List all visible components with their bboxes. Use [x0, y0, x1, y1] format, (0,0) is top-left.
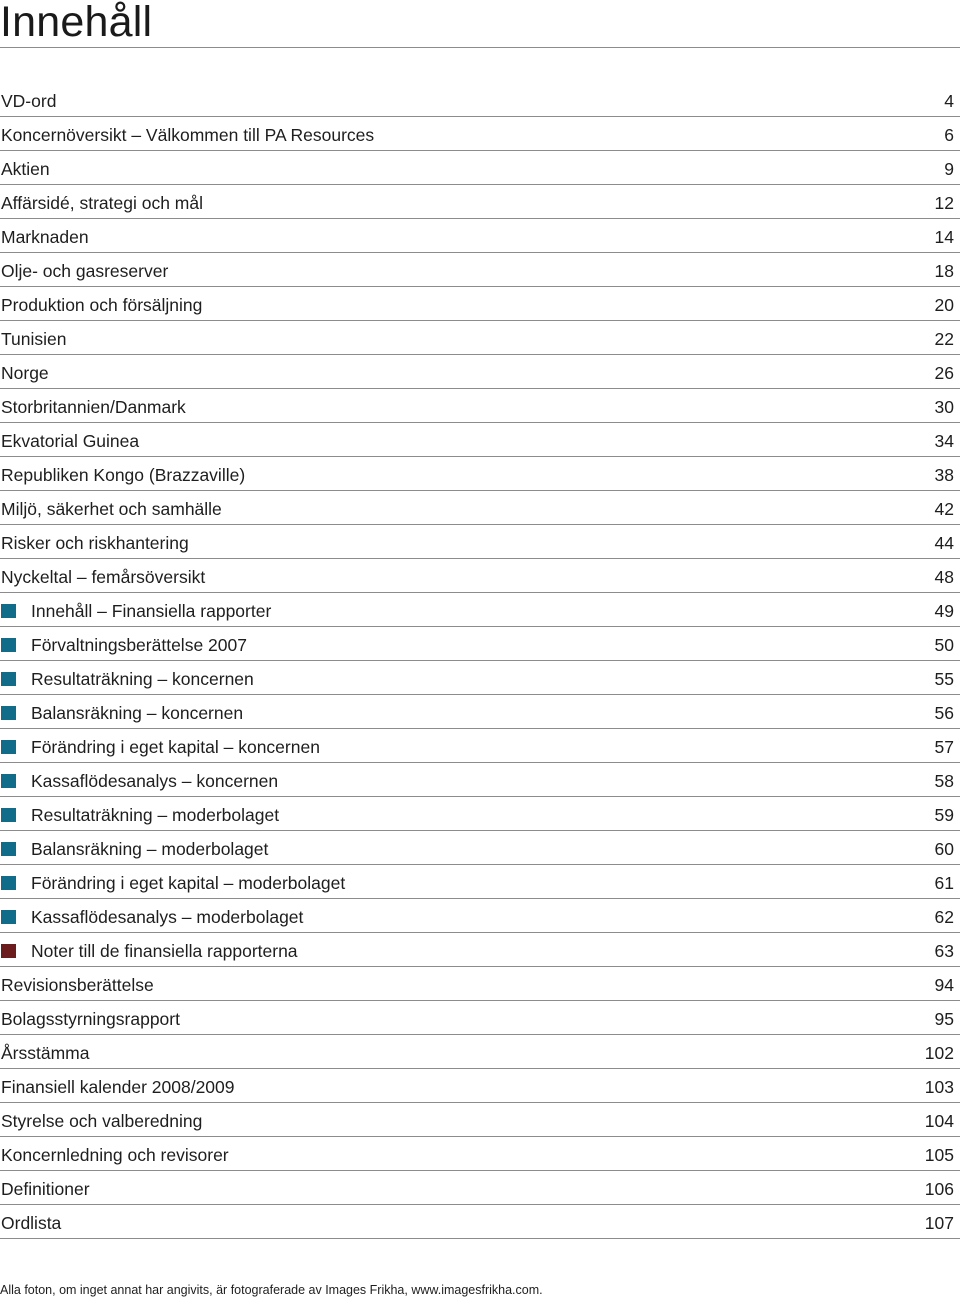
- toc-entry-marknaden[interactable]: [0, 219, 960, 253]
- toc-entry-page: 106: [924, 1179, 954, 1199]
- section-marker-icon: [1, 808, 16, 822]
- toc-entry-label: Definitioner: [1, 1179, 90, 1199]
- toc-entry-eget-kapital-koncernen[interactable]: [0, 729, 960, 763]
- toc-entry-aktien[interactable]: [0, 151, 960, 185]
- toc-entry-page: 50: [934, 635, 954, 655]
- toc-entry-page: 12: [934, 193, 954, 213]
- toc-entry-label: Koncernledning och revisorer: [1, 1145, 229, 1165]
- toc-entry-page: 94: [934, 975, 954, 995]
- toc-entry-forvaltningsberattelse[interactable]: [0, 627, 960, 661]
- toc-entry-eget-kapital-moderbolaget[interactable]: [0, 865, 960, 899]
- toc-entry-label: Norge: [1, 363, 49, 383]
- toc-entry-label: VD-ord: [1, 91, 57, 111]
- toc-entry-risker[interactable]: [0, 525, 960, 559]
- toc-entry-page: 14: [934, 227, 954, 247]
- notes-marker-icon: [1, 944, 16, 958]
- toc-entry-label: Balansräkning – koncernen: [31, 703, 244, 723]
- toc-entry-label: Nyckeltal – femårsöversikt: [1, 567, 206, 587]
- toc-entry-page: 59: [934, 805, 954, 825]
- toc-entry-page: 44: [934, 533, 954, 553]
- section-marker-icon: [1, 740, 16, 754]
- toc-entry-produktion[interactable]: [0, 287, 960, 321]
- toc-entry-page: 104: [924, 1111, 954, 1131]
- toc-entry-balansrakning-koncernen[interactable]: [0, 695, 960, 729]
- toc-entry-label: Styrelse och valberedning: [1, 1111, 203, 1131]
- toc-entry-label: Revisionsberättelse: [1, 975, 154, 995]
- toc-entry-label: Innehåll – Finansiella rapporter: [31, 601, 272, 621]
- toc-entry-page: 49: [934, 601, 954, 621]
- toc-entry-page: 6: [944, 125, 954, 145]
- toc-entry-noter[interactable]: [0, 933, 960, 967]
- toc-entry-norge[interactable]: [0, 355, 960, 389]
- toc-entry-label: Kassaflödesanalys – moderbolaget: [31, 907, 304, 927]
- toc-entry-label: Republiken Kongo (Brazzaville): [1, 465, 246, 485]
- toc-entry-label: Ordlista: [1, 1213, 62, 1233]
- section-marker-icon: [1, 672, 16, 686]
- toc-entry-page: 48: [934, 567, 954, 587]
- toc-entry-storbritannien[interactable]: [0, 389, 960, 423]
- toc-entry-label: Noter till de finansiella rapporterna: [31, 941, 298, 961]
- toc-entry-label: Resultaträkning – koncernen: [31, 669, 254, 689]
- toc-entry-label: Ekvatorial Guinea: [1, 431, 140, 451]
- toc-entry-label: Tunisien: [1, 329, 67, 349]
- toc-entry-balansrakning-moderbolaget[interactable]: [0, 831, 960, 865]
- toc-entry-page: 56: [934, 703, 954, 723]
- toc-entry-page: 42: [934, 499, 954, 519]
- toc-entry-label: Produktion och försäljning: [1, 295, 203, 315]
- toc-entry-page: 105: [924, 1145, 954, 1165]
- toc-entry-page: 26: [934, 363, 954, 383]
- section-marker-icon: [1, 842, 16, 856]
- section-marker-icon: [1, 774, 16, 788]
- toc-entry-nyckeltal[interactable]: [0, 559, 960, 593]
- toc-entry-koncernoversikt[interactable]: [0, 117, 960, 151]
- toc-entry-label: Förvaltningsberättelse 2007: [31, 635, 247, 655]
- toc-entry-finansiell-kalender[interactable]: [0, 1069, 960, 1103]
- toc-entry-page: 103: [924, 1077, 954, 1097]
- toc-entry-finansiella-rapporter[interactable]: [0, 593, 960, 627]
- toc-entry-page: 20: [934, 295, 954, 315]
- section-marker-icon: [1, 910, 16, 924]
- toc-entry-label: Risker och riskhantering: [1, 533, 189, 553]
- toc-entry-koncernledning[interactable]: [0, 1137, 960, 1171]
- toc-entry-page: 18: [934, 261, 954, 281]
- toc-entry-definitioner[interactable]: [0, 1171, 960, 1205]
- toc-entry-kassaflode-koncernen[interactable]: [0, 763, 960, 797]
- toc-entry-page: 9: [944, 159, 954, 179]
- toc-entry-tunisien[interactable]: [0, 321, 960, 355]
- toc-entry-label: Koncernöversikt – Välkommen till PA Resources: [1, 125, 375, 145]
- toc-entry-label: Förändring i eget kapital – moderbolaget: [31, 873, 346, 893]
- toc-entry-bolagsstyrning[interactable]: [0, 1001, 960, 1035]
- toc-entry-affarside[interactable]: [0, 185, 960, 219]
- toc-entry-resultatrakning-koncernen[interactable]: [0, 661, 960, 695]
- toc-entry-page: 63: [934, 941, 954, 961]
- toc-entry-page: 95: [934, 1009, 954, 1029]
- toc-entry-ordlista[interactable]: [0, 1205, 960, 1239]
- toc-entry-page: 34: [934, 431, 954, 451]
- toc-entry-page: 4: [944, 91, 954, 111]
- toc-entry-page: 38: [934, 465, 954, 485]
- toc-entry-label: Finansiell kalender 2008/2009: [1, 1077, 235, 1097]
- toc-entry-label: Balansräkning – moderbolaget: [31, 839, 269, 859]
- toc-entry-kongo[interactable]: [0, 457, 960, 491]
- toc-entry-page: 62: [934, 907, 954, 927]
- toc-entry-miljo[interactable]: [0, 491, 960, 525]
- toc-entry-resultatrakning-moderbolaget[interactable]: [0, 797, 960, 831]
- toc-entry-label: Bolagsstyrningsrapport: [1, 1009, 180, 1029]
- toc-entry-arsstamma[interactable]: [0, 1035, 960, 1069]
- toc-entry-reserver[interactable]: [0, 253, 960, 287]
- section-marker-icon: [1, 638, 16, 652]
- toc-entry-label: Förändring i eget kapital – koncernen: [31, 737, 320, 757]
- toc-entry-label: Storbritannien/Danmark: [1, 397, 186, 417]
- toc-entry-page: 61: [934, 873, 954, 893]
- toc-entry-label: Marknaden: [1, 227, 89, 247]
- toc-entry-page: 60: [934, 839, 954, 859]
- toc-entry-label: Olje- och gasreserver: [1, 261, 169, 281]
- toc-entry-label: Miljö, säkerhet och samhälle: [1, 499, 222, 519]
- toc-entry-revisionsberattelse[interactable]: [0, 967, 960, 1001]
- toc-entry-label: Affärsidé, strategi och mål: [1, 193, 203, 213]
- section-marker-icon: [1, 876, 16, 890]
- photo-credit-footer: Alla foton, om inget annat har angivits, är fotograferade av Images Frikha, www.imagesfrikha.com.: [0, 1283, 543, 1297]
- toc-entry-page: 102: [924, 1043, 954, 1063]
- toc-entry-page: 57: [934, 737, 954, 757]
- toc-entry-page: 22: [934, 329, 954, 349]
- toc-entry-kassaflode-moderbolaget[interactable]: [0, 899, 960, 933]
- section-marker-icon: [1, 706, 16, 720]
- title-divider: [0, 47, 960, 48]
- toc-entry-label: Aktien: [1, 159, 50, 179]
- page-title: Innehåll: [0, 0, 153, 46]
- toc-entry-page: 58: [934, 771, 954, 791]
- section-marker-icon: [1, 604, 16, 618]
- table-of-contents: [0, 83, 960, 1239]
- toc-entry-vd-ord[interactable]: [0, 83, 960, 117]
- toc-entry-page: 107: [924, 1213, 954, 1233]
- toc-entry-page: 30: [934, 397, 954, 417]
- toc-entry-label: Resultaträkning – moderbolaget: [31, 805, 280, 825]
- toc-entry-styrelse[interactable]: [0, 1103, 960, 1137]
- toc-entry-label: Årsstämma: [1, 1043, 90, 1063]
- toc-entry-page: 55: [934, 669, 954, 689]
- toc-entry-ekvatorial-guinea[interactable]: [0, 423, 960, 457]
- toc-entry-label: Kassaflödesanalys – koncernen: [31, 771, 279, 791]
